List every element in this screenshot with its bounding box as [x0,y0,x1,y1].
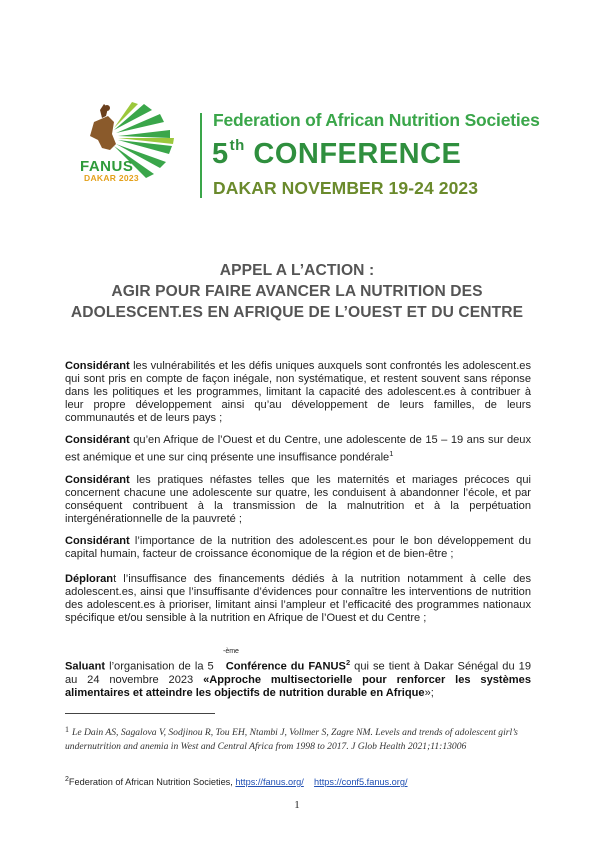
conference-name: Conférence du FANUS [225,660,346,673]
footnote-ref-2[interactable]: 2 [345,658,351,667]
fanus-link[interactable]: https://fanus.org/ [235,777,304,788]
paragraph-1 [65,360,531,425]
paragraph-text: qu’en Afrique de l’Ouest et du Centre, une adolescente de 15 – 19 ans sur deux est anémique et une sur cinq présente une insuffisance pondérale [65,434,531,464]
footnote-1 [65,723,525,753]
lead-word: Déploran [65,573,114,585]
ordinal-superscript: -ème [223,648,239,655]
paragraph-4 [65,535,531,561]
page-number: 1 [294,799,300,811]
paragraph-6 [65,656,531,700]
logo-subtitle: DAKAR 2023 [84,173,139,183]
paragraph-text: les vulnérabilités et les défis uniques auxquels sont confrontés les adolescent.es qui sont pris en compte de façon inégale, non systématique, et restent souvent sans réponse dans les politiques et les programmes, limitant la capacité des adolescent.es à contribuer à leur propre développement ainsi qu’au développement de leurs familles, de leurs communautés et de leurs pays ; [65,360,531,424]
lead-word: Considérant [65,474,130,486]
federation-name: Federation of African Nutrition Societies [213,110,540,130]
conf5-link[interactable]: https://conf5.fanus.org/ [314,777,408,788]
footnote-number: 2 [65,776,69,783]
logo-name: FANUS [80,158,134,175]
header-divider [200,113,202,198]
conference-theme: «Approche multisectorielle pour renforcer les systèmes alimentaires et atteindre les objectifs de nutrition durable en Afrique [65,673,531,699]
lead-word: Considérant [65,535,130,547]
fanus-logo-icon [74,100,189,198]
paragraph-3 [65,474,531,526]
paragraph-text: les pratiques néfastes telles que les maternités et mariages précoces qui concernent chacune une adolescente sur quatre, les conduisent à abandonner l’école, et par conséquent contribuent à la transmission de la malnutrition et à la perpétuation intergénérationnelle de la pauvreté ; [65,474,531,525]
conference-dates: DAKAR NOVEMBER 19-24 2023 [213,178,479,198]
paragraph-2 [65,434,531,465]
lead-word: Considérant [65,434,130,446]
paragraph-text: t l’insuffisance des financements dédiés à la nutrition notamment à celle des adolescent.es, ainsi que l’insuffisante d’évidences pour connaître les interventions de nutrition des adolescent.es à prioriser, limitant ainsi l’ampleur et l’efficacité des programmes nationaux spécifique et/ou sensible à la nutrition en Afrique de l’Ouest et du Centre ; [65,573,531,624]
page-title-line-2: AGIR POUR FAIRE AVANCER LA NUTRITION DES [111,283,483,300]
footnote-2 [65,774,535,788]
conference-title [212,137,461,171]
footnote-separator [65,713,215,714]
lead-word: Considérant [65,360,130,372]
page-title-line-3: ADOLESCENT.ES EN AFRIQUE DE L’OUEST ET DU CENTRE [70,304,524,321]
footnote-text: Le Dain AS, Sagalova V, Sodjinou R, Tou EH, Ntambi J, Vollmer S, Zagre NM. Levels and trends of adolescent girl’s undernutrition and anemia in West and Central Africa from 1998 to 2017. J Glob Health 2021;11:13006 [65,727,518,752]
footnote-ref-1[interactable]: 1 [389,449,394,458]
paragraph-end: »; [424,686,434,699]
conference-word: CONFERENCE [253,138,462,170]
footnote-number: 1 [65,725,69,734]
footnote-text: Federation of African Nutrition Societies, [68,777,236,788]
paragraph-5 [65,573,531,625]
paragraph-text: qui se tient à Dakar Sénégal du 19 au 24 novembre 2023 [65,660,531,686]
page-title-line-1: APPEL A L’ACTION : [219,262,375,279]
lead-word: Saluant [65,660,106,673]
paragraph-text: l’organisation de la 5 [105,660,214,673]
conference-ordinal: th [229,137,245,154]
conference-number: 5 [212,138,229,170]
paragraph-text: l’importance de la nutrition des adolescent.es pour le bon développement du capital humain, facteur de croissance économique de la région et de bien-être ; [65,535,531,560]
